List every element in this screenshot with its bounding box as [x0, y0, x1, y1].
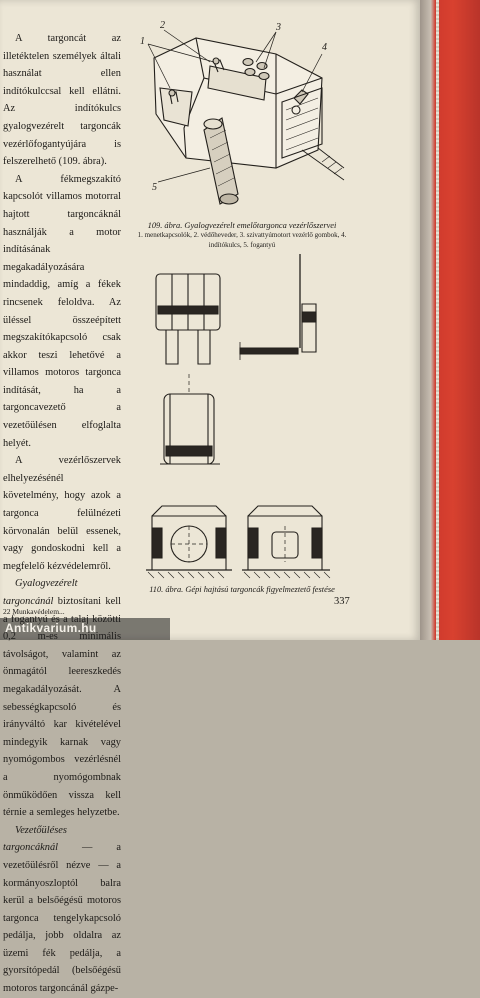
paragraph-brake-switch: A fékmegszakító kapcsolót villamos motorral hajtott targoncáknál használják a motor indításának megakadályozására mindaddig, amíg a fékek rincsenek feloldva. Az üléssel összeépített megszakítókapcsoló csak akkor teszi lehetővé a villamos motoros targonca indítását, ha a targoncavezető a vezetőülésen elfoglalta helyét.	[3, 173, 121, 449]
paragraph-controls-placement: A vezérlőszervek elhelyezésénél követelmény, hogy azok a targonca felülnézeti körvonalán belül essenek, vagy gondoskodni kell a megfelelő kézvédelemről.	[3, 455, 121, 572]
book-spine-red-cover	[420, 0, 480, 640]
label-4: 4	[322, 42, 327, 53]
paragraph-seated-heading: Vezetőüléses targoncáknál	[3, 824, 67, 854]
label-5: 5	[152, 182, 157, 193]
figure-110-caption	[126, 584, 358, 595]
page-number: 337	[334, 596, 350, 607]
footer-signature-note: 22 Munkavédelem...	[3, 607, 65, 616]
label-1: 1	[140, 36, 145, 47]
paragraph-seated-truck	[3, 822, 121, 998]
figure-110-caption-text: 110. ábra. Gépi hajtású targoncák figyelmeztető festése	[149, 585, 335, 594]
paragraph-pedestrian-body: biztosítani kell távolságot, valamint az önmagától leereszkedés megakadályozását. A sebességkapcsoló és irányváltó kar kivételével mindegyik karnak vagy nyomógombos vezérlésnél a nyomógombnak önműködően vissza kell térnie a semleges helyzetbe.	[3, 596, 121, 819]
page-edges	[436, 0, 439, 640]
figure-109-caption-title: 109. ábra. Gyalogvezérelt emelőtargonca vezérlőszervei	[147, 221, 337, 230]
body-text-column	[3, 30, 121, 998]
figure-109-caption-legend: 1. menetkapcsolók, 2. védőheveder, 3. szivattyúmotort vezérlő gombok, 4. indítókulcs, 5. fogantyú	[137, 231, 347, 249]
watermark-text: Antikvarium.hu	[5, 621, 97, 635]
figure-109-control-head-drawing	[126, 18, 348, 218]
label-3: 3	[276, 22, 281, 33]
paragraph-seated-body: — a vezetőülésről nézve — a kormányoszloptól balra kerül a belsőégésű motoros targonca tengelykapcsoló pedálja, jobb oldalra az üzemi fék pedálja, a gyorsítópedál (belsőégésű motoros targoncánál gázpe-	[3, 842, 121, 995]
watermark-bar	[0, 618, 170, 640]
label-2: 2	[160, 20, 165, 31]
paragraph-ignition-key: A targoncát az illetéktelen személyek általi használat ellen indítókulccsal kell ellátni. Az indítókulcs gyalogvezérelt targoncák vezérlőfogantyújára is felszerelhető (109. ábra).	[3, 33, 121, 168]
paragraph-pedestrian-heading: Gyalogvezérelt targoncánál	[3, 578, 78, 607]
figure-110-warning-stripes-drawing	[136, 244, 346, 584]
